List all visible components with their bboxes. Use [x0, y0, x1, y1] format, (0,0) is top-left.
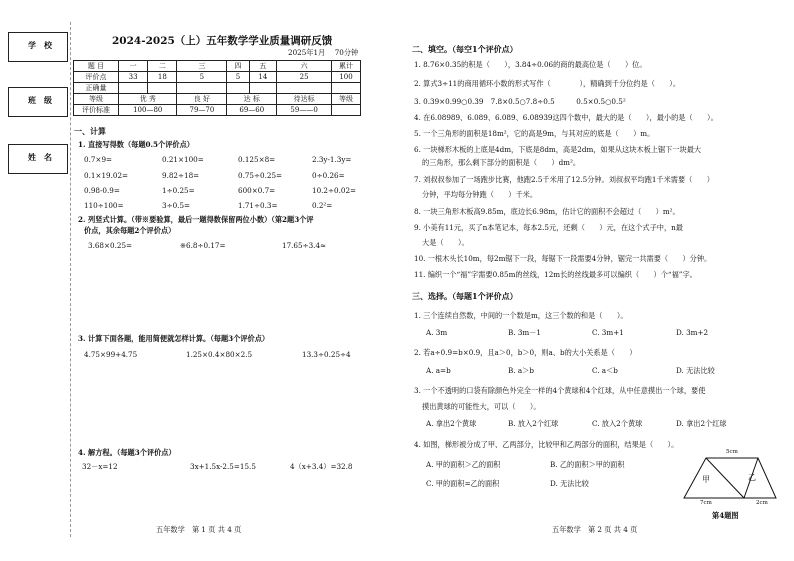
calc-item[interactable]: 0.98-0.9= — [84, 186, 120, 195]
choice-1-option-a[interactable]: A. 3m — [426, 328, 448, 337]
table-cell: 评价点 — [74, 72, 119, 83]
simplify-item[interactable]: 4.75×99+4.75 — [84, 350, 138, 359]
score-row-grade — [74, 94, 361, 105]
table-cell-input[interactable] — [249, 83, 277, 94]
table-cell: 六 — [277, 61, 332, 72]
vertical-calc-item[interactable]: 3.68×0.25= — [88, 241, 133, 250]
page-footer-left: 五年数学 第 1 页 共 4 页 — [156, 525, 242, 534]
question-2-heading-cont: 价点，其余每题2个评价点） — [84, 226, 176, 235]
table-cell-input[interactable] — [227, 83, 249, 94]
table-cell: 100—80 — [119, 105, 177, 116]
trapezoid-figure — [680, 448, 780, 514]
choice-3-option-a[interactable]: A. 拿出2个黄球 — [426, 419, 477, 428]
fill-item-5[interactable]: 5. 一个三角形的面积是18m²，它的高是9m，与其对应的底是（ ）m。 — [414, 129, 655, 138]
table-cell: 待达标 — [277, 94, 332, 105]
fill-item-11[interactable]: 11. 编织一个“福”字需要0.85m的丝线，12m长的丝线最多可以编织（ ）个“福”字。 — [414, 270, 697, 279]
trapezoid-outline — [684, 458, 776, 498]
fill-item-9-cont[interactable]: 大是（ ）。 — [422, 238, 469, 247]
name-label: 姓 名 — [28, 152, 52, 162]
equation-item[interactable]: 4（x+3.4）=32.8 — [290, 462, 353, 471]
table-cell: 累计 — [332, 61, 361, 72]
simplify-item[interactable]: 1.25×0.4×80×2.5 — [186, 350, 253, 359]
table-cell: 等级 — [74, 94, 119, 105]
calc-item[interactable]: 0.75÷0.25= — [238, 171, 283, 180]
fill-item-1[interactable]: 1. 8.76×0.35的积是（ ），3.84÷0.06的商的最高位是（ ）位。 — [414, 60, 647, 69]
choice-2-option-a[interactable]: A. a=b — [426, 366, 451, 375]
choice-3-stem-cont: 摸出黄球的可能性大，可以（ ）。 — [422, 402, 541, 411]
table-cell: 达 标 — [227, 94, 277, 105]
choice-3-option-d[interactable]: D. 拿出2个红球 — [676, 419, 727, 428]
table-cell: 100 — [332, 72, 361, 83]
score-table — [73, 60, 361, 116]
choice-2-option-d[interactable]: D. 无法比较 — [676, 366, 715, 375]
table-cell: 三 — [177, 61, 227, 72]
table-cell: 良 好 — [177, 94, 227, 105]
score-row-heading — [74, 61, 361, 72]
choice-2-option-b[interactable]: B. a＞b — [508, 366, 534, 375]
table-cell: 优 秀 — [119, 94, 177, 105]
table-cell: 5 — [177, 72, 227, 83]
choice-1-option-c[interactable]: C. 3m+1 — [592, 328, 624, 337]
fill-item-7-cont[interactable]: 分钟，平均每分钟跑（ ）千米。 — [422, 190, 538, 199]
choice-2-option-c[interactable]: C. a＜b — [592, 366, 618, 375]
calc-item[interactable]: 110÷100= — [84, 201, 124, 210]
section-3-heading: 三、选择。（每题1个评价点） — [412, 291, 518, 301]
table-cell: 5 — [227, 72, 249, 83]
calc-item[interactable]: 0.1×19.02= — [84, 171, 129, 180]
table-cell: 二 — [148, 61, 177, 72]
label-bottom-left: 7cm — [700, 500, 712, 506]
choice-3-option-b[interactable]: B. 放入2个红球 — [508, 419, 559, 428]
table-cell: 18 — [148, 72, 177, 83]
calc-item[interactable]: 1.71÷0.3= — [238, 201, 278, 210]
fill-item-10[interactable]: 10. 一根木头长10m，每2m锯下一段，每锯下一段需要4分钟，锯完一共需要（ ）分钟。 — [414, 254, 712, 263]
vertical-calc-item[interactable]: 17.65÷3.4≈ — [282, 241, 327, 250]
calc-item[interactable]: 2.3y-1.3y= — [312, 155, 352, 164]
choice-4-option-b[interactable]: B. 乙的面积＞甲的面积 — [550, 460, 625, 469]
equation-item[interactable]: 32－x=12 — [82, 462, 118, 471]
score-row-points — [74, 72, 361, 83]
table-cell: 正确量 — [74, 83, 119, 94]
calc-item[interactable]: 0.2²= — [312, 201, 333, 210]
choice-2-stem: 2. 若a÷0.9=b×0.9，且a＞0，b＞0，则a、b的大小关系是（ ） — [414, 348, 637, 357]
table-cell: 评价标准 — [74, 105, 119, 116]
table-cell-input[interactable] — [148, 83, 177, 94]
calc-item[interactable]: 0.125×8= — [238, 155, 276, 164]
table-cell-input[interactable] — [332, 83, 361, 94]
calc-item[interactable]: 600×0.7= — [238, 186, 276, 195]
region-a-label: 甲 — [702, 475, 710, 484]
question-2-heading: 2. 列竖式计算。（带※要验算，最后一题得数保留两位小数）（第2题3个评 — [78, 215, 314, 224]
table-cell: 14 — [249, 72, 277, 83]
table-cell: 33 — [119, 72, 148, 83]
table-cell: 等级 — [332, 94, 361, 105]
calc-item[interactable]: 0÷0.26= — [312, 171, 345, 180]
class-label: 班 级 — [28, 95, 52, 105]
choice-3-option-c[interactable]: C. 放入2个黄球 — [592, 419, 643, 428]
fill-item-9[interactable]: 9. 小美有11元，买了n本笔记本，每本2.5元，还剩（ ）元，在这个式子中，n最 — [414, 223, 683, 232]
table-cell: 79—70 — [177, 105, 227, 116]
calc-item[interactable]: 9.82÷18= — [162, 171, 200, 180]
calc-item[interactable]: 3÷0.5= — [162, 201, 191, 210]
question-3-heading: 3. 计算下面各题，能用简便就怎样计算。（每题3个评价点） — [78, 334, 270, 343]
table-cell-input[interactable] — [332, 105, 361, 116]
choice-3-stem: 3. 一个不透明的口袋有除颜色外完全一样的4个黄球和4个红球，从中任意摸出一个球，要使 — [414, 386, 706, 395]
fill-item-6[interactable]: 6. 一块梯形木板的上底是4dm，下底是8dm，高是2dm，如果从这块木板上锯下一块最大 — [414, 145, 702, 154]
table-cell: 五 — [249, 61, 277, 72]
fill-item-4[interactable]: 4. 在6.08989、6.089、6.089、6.08939这四个数中，最大的是（ ），最小的是（ ）。 — [414, 113, 718, 122]
figure-caption: 第4题图 — [712, 511, 739, 520]
page-footer-right: 五年数学 第 2 页 共 4 页 — [552, 525, 638, 534]
table-cell-input[interactable] — [177, 83, 227, 94]
choice-1-option-b[interactable]: B. 3m－1 — [508, 328, 542, 337]
table-cell-input[interactable] — [277, 83, 332, 94]
table-cell: 题 目 — [74, 61, 119, 72]
calc-item[interactable]: 0.21×100= — [162, 155, 204, 164]
label-bottom-right: 2cm — [756, 500, 768, 506]
binding-line — [70, 22, 71, 537]
equation-item[interactable]: 3x+1.5x-2.5=15.5 — [190, 462, 256, 471]
region-b-label: 乙 — [748, 473, 756, 482]
question-4-heading: 4. 解方程。（每题3个评价点） — [78, 448, 176, 457]
school-label: 学 校 — [28, 40, 52, 50]
calc-item[interactable]: 10.2÷0.02= — [312, 186, 357, 195]
table-cell: 四 — [227, 61, 249, 72]
simplify-item[interactable]: 13.3÷0.25÷4 — [302, 350, 351, 359]
choice-1-stem: 1. 三个连续自然数，中间的一个数是m，这三个数的和是（ ）。 — [414, 311, 628, 320]
section-1-heading: 一、计算 — [74, 126, 106, 136]
fill-item-8[interactable]: 8. 一块三角形木板高9.85m，底边长6.98m，估计它的面积不会超过（ ）m²。 — [414, 207, 680, 216]
choice-4-option-d[interactable]: D. 无法比较 — [550, 479, 589, 488]
fill-item-7[interactable]: 7. 刘叔叔参加了一场跑步比赛，他跑2.5千米用了12.5分钟。刘叔叔平均跑1千米需要（ ） — [414, 175, 714, 184]
page-title: 2024-2025（上）五年数学学业质量调研反馈 — [112, 35, 333, 47]
label-top: 5cm — [726, 449, 738, 455]
section-2-heading: 二、填空。（每空1个评价点） — [412, 44, 518, 54]
calc-item[interactable]: 1÷0.25= — [162, 186, 195, 195]
fill-item-3[interactable]: 3. 0.39×0.99○0.39 7.8×0.5○7.8÷0.5 0.5×0.5○0.5² — [414, 97, 626, 106]
fill-item-2[interactable]: 2. 算式3÷11的商用循环小数的形式写作（ ），精确到千分位约是（ ）。 — [414, 79, 681, 88]
choice-4-stem: 4. 如图，梯形被分成了甲、乙两部分，比较甲和乙两部分的面积，结果是（ ）。 — [414, 440, 679, 449]
dividing-line — [706, 458, 744, 498]
table-cell: 25 — [277, 72, 332, 83]
choice-1-option-d[interactable]: D. 3m+2 — [676, 328, 709, 337]
choice-4-option-c[interactable]: C. 甲的面积=乙的面积 — [426, 479, 500, 488]
exam-date-time: 2025年1月 70分钟 — [288, 48, 359, 57]
calc-item[interactable]: 0.7×9= — [84, 155, 113, 164]
fill-item-6-cont[interactable]: 的三角形，那么剩下部分的面积是（ ）dm²。 — [422, 158, 581, 167]
choice-4-option-a[interactable]: A. 甲的面积＞乙的面积 — [426, 460, 501, 469]
vertical-calc-item[interactable]: ※6.8÷0.17= — [180, 241, 226, 250]
score-row-correct — [74, 83, 361, 94]
table-cell: 69—60 — [227, 105, 277, 116]
table-cell: 一 — [119, 61, 148, 72]
table-cell: 59——0 — [277, 105, 332, 116]
table-cell-input[interactable] — [119, 83, 148, 94]
score-row-standard — [74, 105, 361, 116]
question-1-heading: 1. 直接写得数（每题0.5个评价点） — [78, 140, 194, 149]
